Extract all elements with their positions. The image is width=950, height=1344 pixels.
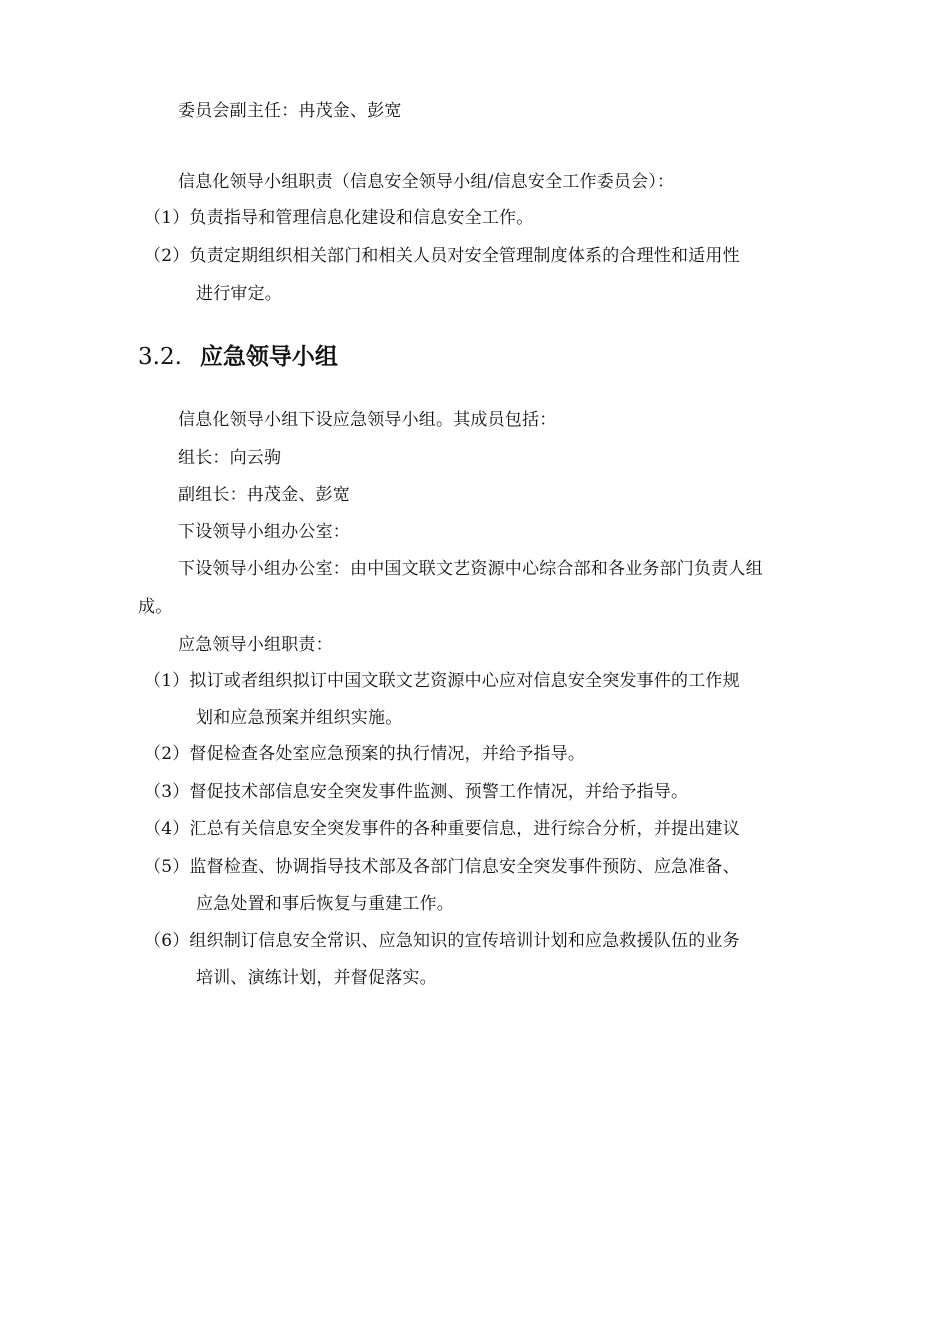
leadership-duty-2: （2）负责定期组织相关部门和相关人员对安全管理制度体系的合理性和适用性 <box>144 246 740 266</box>
emergency-leader: 组长：向云驹 <box>178 448 282 468</box>
leadership-duty-2-cont: 进行审定。 <box>196 284 282 304</box>
section-heading <box>138 342 338 372</box>
leadership-duties-title: 信息化领导小组职责（信息安全领导小组/信息安全工作委员会）： <box>178 172 675 192</box>
emergency-duty-1-cont: 划和应急预案并组织实施。 <box>196 708 403 728</box>
emergency-office-line2: 成。 <box>138 597 173 617</box>
emergency-duty-1: （1）拟订或者组织拟订中国文联文艺资源中心应对信息安全突发事件的工作规 <box>144 671 740 691</box>
leadership-duty-1: （1）负责指导和管理信息化建设和信息安全工作。 <box>144 208 534 228</box>
emergency-duty-4: （4）汇总有关信息安全突发事件的各种重要信息，进行综合分析，并提出建议 <box>144 819 740 839</box>
vice-director-line: 委员会副主任：冉茂金、彭宽 <box>178 101 402 121</box>
emergency-duty-5-cont: 应急处置和事后恢复与重建工作。 <box>196 894 454 914</box>
section-title: 应急领导小组 <box>199 344 338 370</box>
emergency-duty-3: （3）督促技术部信息安全突发事件监测、预警工作情况，并给予指导。 <box>144 782 689 802</box>
emergency-intro: 信息化领导小组下设应急领导小组。其成员包括： <box>178 410 557 430</box>
emergency-vice-leader: 副组长：冉茂金、彭宽 <box>178 485 350 505</box>
emergency-office-label: 下设领导小组办公室： <box>178 522 350 542</box>
emergency-duty-6-cont: 培训、演练计划，并督促落实。 <box>196 968 437 988</box>
emergency-duty-2: （2）督促检查各处室应急预案的执行情况，并给予指导。 <box>144 744 586 764</box>
emergency-duties-title: 应急领导小组职责： <box>178 635 333 655</box>
emergency-office-line1: 下设领导小组办公室：由中国文联文艺资源中心综合部和各业务部门负责人组 <box>178 559 763 579</box>
emergency-duty-5: （5）监督检查、协调指导技术部及各部门信息安全突发事件预防、应急准备、 <box>144 857 740 877</box>
emergency-duty-6: （6）组织制订信息安全常识、应急知识的宣传培训计划和应急救援队伍的业务 <box>144 931 740 951</box>
section-number: 3.2. <box>138 344 182 370</box>
